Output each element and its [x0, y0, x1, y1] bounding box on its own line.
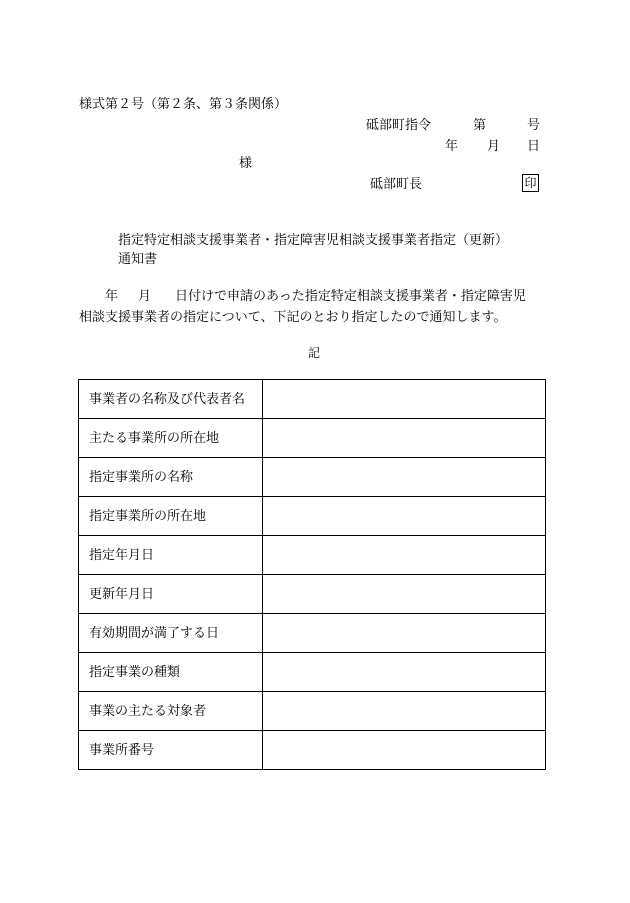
table-row: [79, 497, 546, 536]
body-year-label: 年: [105, 289, 119, 304]
body-text-line1: [79, 290, 526, 303]
number-suffix: 号: [527, 118, 541, 133]
document-title-line1: 指定特定相談支援事業者・指定障害児相談支援事業者指定（更新）: [118, 233, 509, 248]
table-row: [79, 614, 546, 653]
body-text-line2: 相談支援事業者の指定について、下記のとおり指定したので通知します。: [79, 310, 507, 325]
form-number: 様式第２号（第２条、第３条関係）: [79, 97, 288, 112]
seal-box: 印: [522, 174, 539, 192]
row-value: [263, 458, 546, 497]
row-label: 指定事業の種類: [79, 653, 263, 692]
table-row: [79, 692, 546, 731]
date-month-label: 月: [487, 139, 501, 154]
row-value: [263, 497, 546, 536]
row-label: 指定事業所の名称: [79, 458, 263, 497]
row-value: [263, 536, 546, 575]
row-label: 事業所番号: [79, 731, 263, 770]
row-label: 事業者の名称及び代表者名: [79, 380, 263, 419]
row-value: [263, 380, 546, 419]
table-row: [79, 536, 546, 575]
row-label: 指定年月日: [79, 536, 263, 575]
row-label: 有効期間が満了する日: [79, 614, 263, 653]
issuer-line: [366, 118, 541, 133]
table-row: [79, 380, 546, 419]
document-title-line2: 通知書: [118, 252, 158, 267]
table-row: [79, 419, 546, 458]
body-line1-rest: 日付けで申請のあった指定特定相談支援事業者・指定障害児: [175, 289, 526, 304]
row-value: [263, 614, 546, 653]
row-value: [263, 653, 546, 692]
details-table: [78, 379, 546, 770]
date-year-label: 年: [445, 139, 459, 154]
row-label: 指定事業所の所在地: [79, 497, 263, 536]
date-day-label: 日: [527, 139, 541, 154]
row-value: [263, 419, 546, 458]
issuer-name: 砥部町指令: [366, 118, 432, 133]
row-value: [263, 731, 546, 770]
row-label: 事業の主たる対象者: [79, 692, 263, 731]
table-row: [79, 731, 546, 770]
table-row: [79, 458, 546, 497]
ki-heading: 記: [308, 346, 321, 360]
row-label: 主たる事業所の所在地: [79, 419, 263, 458]
number-label: 第: [473, 118, 487, 133]
row-value: [263, 575, 546, 614]
table-row: [79, 653, 546, 692]
table-row: [79, 575, 546, 614]
mayor-title: 砥部町長: [370, 177, 423, 192]
row-value: [263, 692, 546, 731]
addressee-suffix: 様: [239, 156, 253, 171]
body-month-label: 月: [138, 289, 152, 304]
row-label: 更新年月日: [79, 575, 263, 614]
